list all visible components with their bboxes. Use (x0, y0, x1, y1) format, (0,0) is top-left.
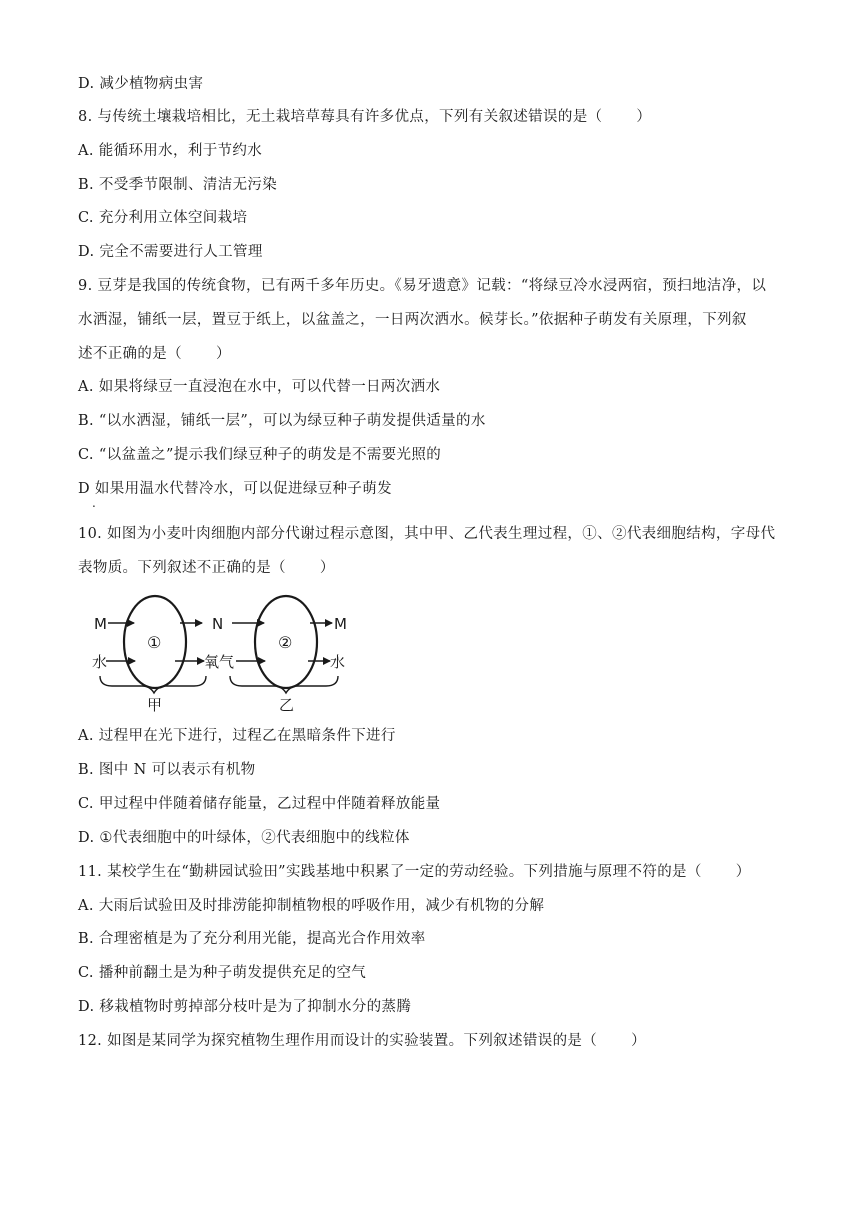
q8-option-d: D. 完全不需要进行人工管理 (78, 244, 263, 260)
q12-stem (78, 1031, 646, 1051)
q11-option-d: D. 移栽植物时剪掉部分枝叶是为了抑制水分的蒸腾 (78, 999, 412, 1015)
label-organelle-2: ② (278, 633, 293, 652)
label-m-left: M (94, 615, 107, 633)
q11-option-b: B. 合理密植是为了充分利用光能，提高光合作用效率 (78, 931, 426, 947)
label-oxygen: 氧气 (204, 653, 235, 671)
q9-stem-close: ） (215, 346, 231, 362)
q9-option-d: D 如果用温水代替冷水，可以促进绿豆种子萌发 (78, 481, 392, 497)
q12-stem-close: ） (631, 1033, 646, 1049)
brace-process-2 (230, 676, 338, 693)
q11-option-a: A. 大雨后试验田及时排涝能抑制植物根的呼吸作用，减少有机物的分解 (78, 898, 545, 914)
q11-option-c: C. 播种前翻土是为种子萌发提供充足的空气 (78, 965, 367, 981)
q9-stem-text: 述不正确的是（ (78, 346, 182, 362)
q10-stem-line2 (78, 558, 335, 578)
q8-option-b: B. 不受季节限制、清洁无污染 (78, 177, 278, 193)
q10-stem-close: ） (319, 560, 335, 576)
label-m-right: M (334, 615, 347, 633)
q8-stem-close: ） (636, 109, 652, 125)
q8-option-a: A. 能循环用水，利于节约水 (78, 143, 263, 159)
q10-option-a: A. 过程甲在光下进行，过程乙在黑暗条件下进行 (78, 728, 396, 744)
label-n: N (212, 615, 224, 633)
q12-stem-text: 12. 如图是某同学为探究植物生理作用而设计的实验装置。下列叙述错误的是（ (78, 1033, 598, 1049)
q10-option-c: C. 甲过程中伴随着储存能量，乙过程中伴随着释放能量 (78, 796, 441, 812)
q9-option-d-dot: . (92, 496, 96, 510)
q9-stem-line3 (78, 344, 231, 364)
q7-option-d: D. 减少植物病虫害 (78, 76, 204, 92)
q11-stem-close: ） (735, 864, 751, 880)
q10-option-d: D. ①代表细胞中的叶绿体，②代表细胞中的线粒体 (78, 830, 410, 846)
q9-stem-line2: 水洒湿，铺纸一层，置豆于纸上，以盆盖之，一日两次洒水。候芽长。”依据种子萌发有关原理，下列叙 (78, 312, 747, 328)
metabolism-diagram (90, 592, 370, 716)
q11-stem-text: 11. 某校学生在“勤耕园试验田”实践基地中积累了一定的劳动经验。下列措施与原理不符的是（ (78, 864, 702, 880)
q9-option-c: C. “以盆盖之”提示我们绿豆种子的萌发是不需要光照的 (78, 447, 442, 463)
brace-process-1 (100, 676, 206, 693)
q11-stem (78, 862, 751, 882)
label-organelle-1: ① (147, 633, 162, 652)
q10-stem-text: 表物质。下列叙述不正确的是（ (78, 560, 286, 576)
q10-stem-line1: 10. 如图为小麦叶肉细胞内部分代谢过程示意图，其中甲、乙代表生理过程，①、②代表细胞结构，字母代 (78, 526, 776, 542)
label-process-1: 甲 (147, 696, 163, 714)
q9-option-b: B. “以水洒湿，铺纸一层”，可以为绿豆种子萌发提供适量的水 (78, 413, 486, 429)
q10-option-b: B. 图中 N 可以表示有机物 (78, 762, 256, 778)
label-water-right: 水 (330, 653, 346, 671)
q8-stem (78, 107, 651, 127)
q9-option-a: A. 如果将绿豆一直浸泡在水中，可以代替一日两次洒水 (78, 379, 441, 395)
label-process-2: 乙 (279, 696, 295, 714)
label-water-left: 水 (92, 653, 108, 671)
q9-stem-line1: 9. 豆芽是我国的传统食物，已有两千多年历史。《易牙遗意》记载：“将绿豆冷水浸两宿，预扫地洁净，以 (78, 278, 767, 294)
q8-stem-text: 8. 与传统土壤栽培相比，无土栽培草莓具有许多优点，下列有关叙述错误的是（ (78, 109, 603, 125)
q8-option-c: C. 充分利用立体空间栽培 (78, 210, 248, 226)
